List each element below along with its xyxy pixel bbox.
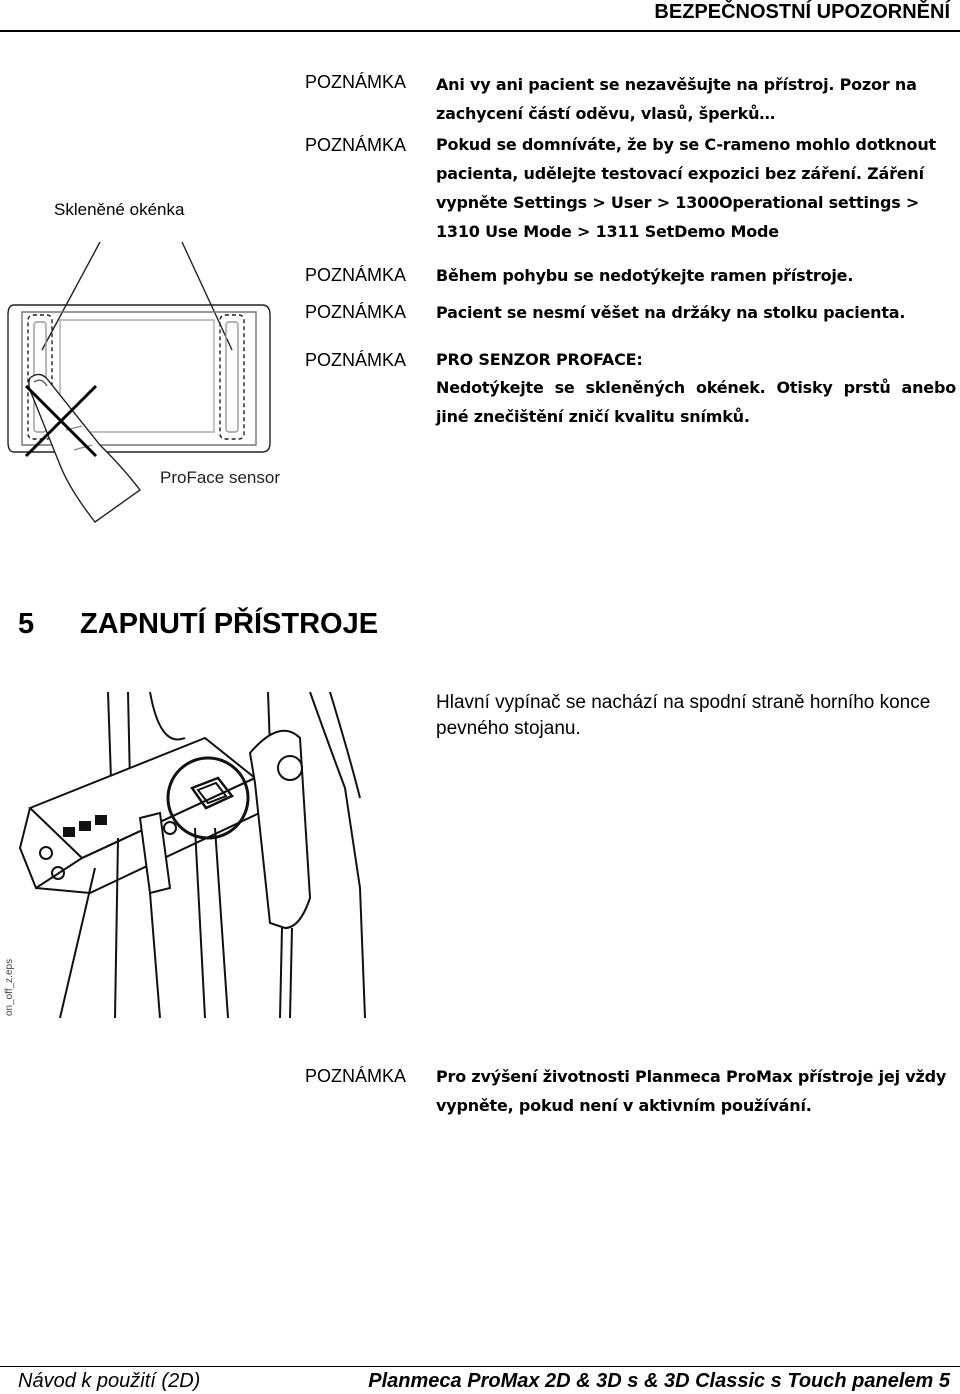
proface-sensor-illustration xyxy=(0,230,300,525)
note-text: Nedotýkejte se skleněných okének. Otisky prstů anebo jiné znečištění zničí kvalitu snímků. xyxy=(436,378,956,426)
note-text: Pro zvýšení životnosti Planmeca ProMax přístroje jej vždy vypněte, pokud není v aktivním používání. xyxy=(436,1067,947,1115)
figure-caption: ProFace sensor xyxy=(160,468,280,487)
section-title: ZAPNUTÍ PŘÍSTROJE xyxy=(80,608,379,640)
page-header-title: BEZPEČNOSTNÍ UPOZORNĚNÍ xyxy=(654,1,950,23)
footer-rule xyxy=(0,1366,960,1367)
note-text: Během pohybu se nedotýkejte ramen přístroje. xyxy=(436,266,854,285)
footer-right-text: Planmeca ProMax 2D & 3D s & 3D Classic s Touch panelem 5 xyxy=(368,1370,950,1392)
figure-filename: on_off_z.eps xyxy=(4,958,15,1016)
note-label: POZNÁMKA xyxy=(305,265,407,285)
section-heading xyxy=(18,608,378,641)
note-label: POZNÁMKA xyxy=(305,302,407,322)
note-heading: PRO SENZOR PROFACE: xyxy=(436,350,643,369)
header-rule xyxy=(0,30,960,32)
note-label: POZNÁMKA xyxy=(305,72,407,92)
note-text: Pacient se nesmí věšet na držáky na stolku pacienta. xyxy=(436,303,906,322)
main-switch-illustration xyxy=(0,688,420,1018)
note-text: Pokud se domníváte, že by se C-rameno mohlo dotknout pacienta, udělejte testovací expozici bez záření. Záření vypněte Settings > User > 1300Operational settings > 1310 Use Mode > 1311 SetDemo Mode xyxy=(436,135,936,241)
section-body-text: Hlavní vypínač se nachází na spodní straně horního konce pevného stojanu. xyxy=(436,692,931,739)
note-label: POZNÁMKA xyxy=(305,350,407,370)
section-number: 5 xyxy=(18,608,35,640)
note-label: POZNÁMKA xyxy=(305,135,407,155)
note-label: POZNÁMKA xyxy=(305,1066,407,1086)
note-text: Ani vy ani pacient se nezavěšujte na přístroj. Pozor na zachycení částí oděvu, vlasů, šperků… xyxy=(436,75,917,123)
footer-left-text: Návod k použití (2D) xyxy=(18,1370,201,1392)
figure-callout-label: Skleněné okénka xyxy=(54,200,185,219)
